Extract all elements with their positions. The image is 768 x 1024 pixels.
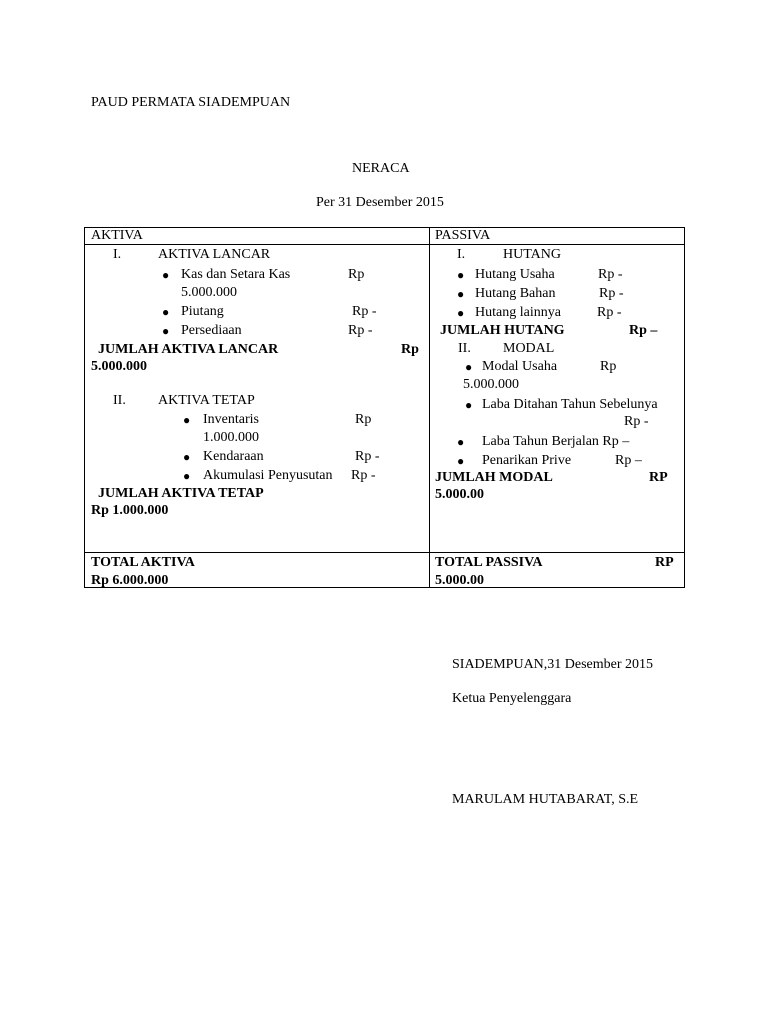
document-date: Per 31 Desember 2015	[316, 195, 444, 210]
bullet-icon: ●	[465, 398, 473, 412]
signature-name: MARULAM HUTABARAT, S.E	[452, 792, 639, 807]
document-title: NERACA	[352, 161, 410, 176]
bullet-icon: ●	[162, 324, 170, 338]
modal-usaha-label: Modal Usaha	[482, 359, 558, 374]
modal-usaha-amount: Rp	[600, 359, 617, 374]
aktiva-lancar-title: AKTIVA LANCAR	[158, 247, 271, 262]
jumlah-hutang-value: Rp –	[629, 323, 658, 338]
laba-berjalan-label: Laba Tahun Berjalan Rp –	[482, 434, 630, 449]
aktiva-tetap-numeral: II.	[113, 393, 126, 408]
bullet-icon: ●	[162, 305, 170, 319]
kendaraan-label: Kendaraan	[203, 449, 264, 464]
total-aktiva-label: TOTAL AKTIVA	[91, 555, 195, 570]
akumulasi-amount: Rp -	[351, 468, 376, 483]
total-passiva-label: TOTAL PASSIVA	[435, 555, 543, 570]
hutang-lainnya-label: Hutang lainnya	[475, 305, 561, 320]
bullet-icon: ●	[457, 435, 465, 449]
total-passiva-rp: RP	[655, 555, 674, 570]
modal-numeral: II.	[458, 341, 471, 356]
signature-role: Ketua Penyelenggara	[452, 691, 572, 706]
kas-label: Kas dan Setara Kas	[181, 267, 291, 282]
organization-name: PAUD PERMATA SIADEMPUAN	[91, 95, 291, 110]
modal-usaha-amount-value: 5.000.000	[463, 377, 519, 392]
hutang-usaha-label: Hutang Usaha	[475, 267, 555, 282]
hutang-bahan-amount: Rp -	[599, 286, 624, 301]
bullet-icon: ●	[457, 268, 465, 282]
bullet-icon: ●	[162, 268, 170, 282]
laba-ditahan-label: Laba Ditahan Tahun Sebelunya	[482, 397, 658, 412]
total-passiva-value: 5.000.00	[435, 573, 484, 588]
jumlah-hutang-label: JUMLAH HUTANG	[440, 323, 565, 338]
jumlah-aktiva-lancar-rp: Rp	[401, 342, 419, 357]
jumlah-modal-label: JUMLAH MODAL	[435, 470, 553, 485]
kas-amount-value: 5.000.000	[181, 285, 237, 300]
inventaris-amount-value: 1.000.000	[203, 430, 259, 445]
bullet-icon: ●	[457, 454, 465, 468]
hutang-usaha-amount: Rp -	[598, 267, 623, 282]
bullet-icon: ●	[183, 413, 191, 427]
hutang-lainnya-amount: Rp -	[597, 305, 622, 320]
kas-amount: Rp	[348, 267, 365, 282]
table-total-divider	[84, 552, 685, 553]
aktiva-tetap-title: AKTIVA TETAP	[158, 393, 255, 408]
bullet-icon: ●	[465, 360, 473, 374]
bullet-icon: ●	[183, 469, 191, 483]
hutang-bahan-label: Hutang Bahan	[475, 286, 556, 301]
penarikan-prive-amount: Rp –	[615, 453, 642, 468]
aktiva-header: AKTIVA	[91, 228, 143, 243]
bullet-icon: ●	[183, 450, 191, 464]
total-aktiva-value: Rp 6.000.000	[91, 573, 169, 588]
passiva-header: PASSIVA	[435, 228, 491, 243]
signature-place-date: SIADEMPUAN,31 Desember 2015	[452, 657, 654, 672]
table-column-divider	[429, 227, 430, 588]
hutang-title: HUTANG	[503, 247, 561, 262]
hutang-numeral: I.	[457, 247, 466, 262]
jumlah-aktiva-lancar-value: 5.000.000	[91, 359, 147, 374]
bullet-icon: ●	[457, 306, 465, 320]
piutang-amount: Rp -	[352, 304, 377, 319]
laba-ditahan-amount: Rp -	[624, 414, 649, 429]
table-header-divider	[84, 244, 685, 245]
akumulasi-label: Akumulasi Penyusutan	[203, 468, 333, 483]
penarikan-prive-label: Penarikan Prive	[482, 453, 572, 468]
aktiva-lancar-numeral: I.	[113, 247, 122, 262]
modal-title: MODAL	[503, 341, 555, 356]
persediaan-label: Persediaan	[181, 323, 242, 338]
inventaris-amount: Rp	[355, 412, 372, 427]
jumlah-aktiva-tetap-label: JUMLAH AKTIVA TETAP	[98, 486, 264, 501]
kendaraan-amount: Rp -	[355, 449, 380, 464]
jumlah-aktiva-tetap-value: Rp 1.000.000	[91, 503, 169, 518]
bullet-icon: ●	[457, 287, 465, 301]
piutang-label: Piutang	[181, 304, 224, 319]
jumlah-modal-value: 5.000.00	[435, 487, 484, 502]
persediaan-amount: Rp -	[348, 323, 373, 338]
jumlah-modal-rp: RP	[649, 470, 668, 485]
inventaris-label: Inventaris	[203, 412, 259, 427]
jumlah-aktiva-lancar-label: JUMLAH AKTIVA LANCAR	[98, 342, 279, 357]
